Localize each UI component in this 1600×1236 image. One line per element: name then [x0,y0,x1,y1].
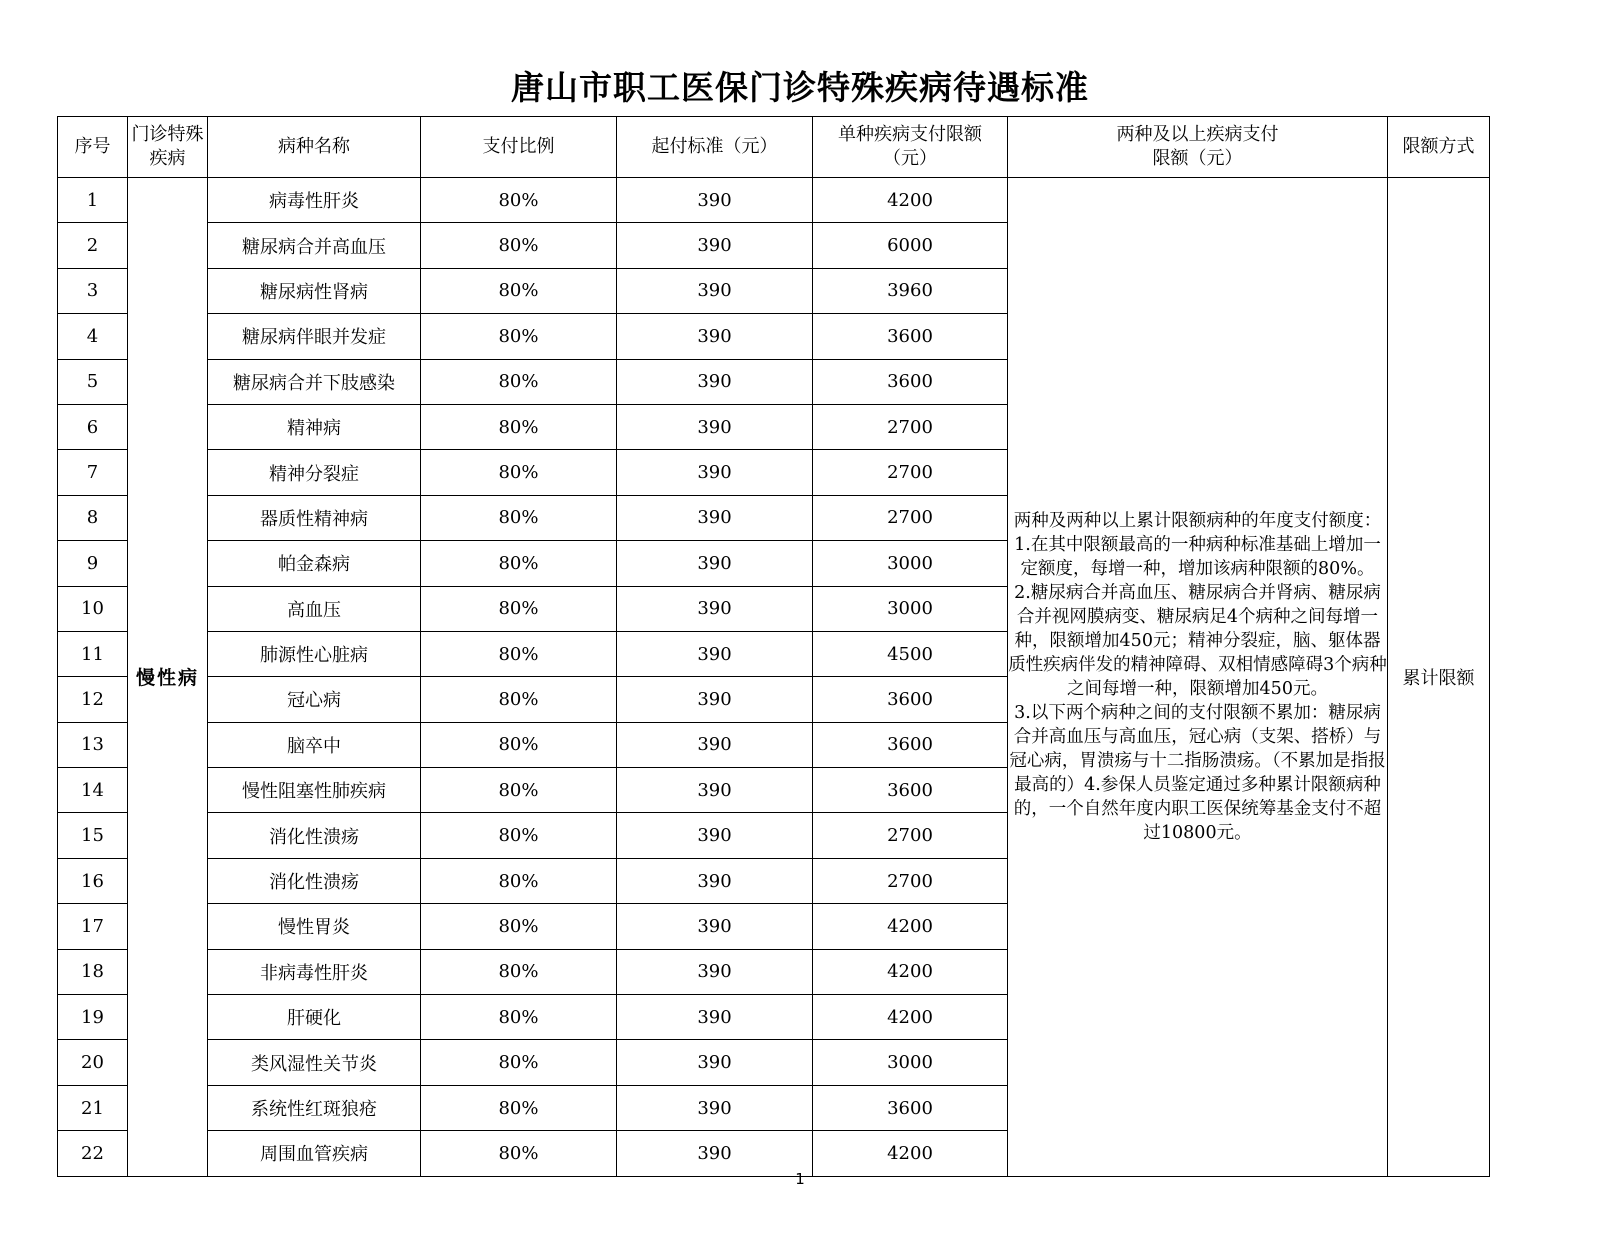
row-payment-ratio: 80% [421,178,617,223]
row-deductible: 390 [617,995,813,1040]
row-seq: 9 [58,541,128,586]
table-header-row [58,117,1490,178]
row-seq: 21 [58,1085,128,1130]
row-seq: 13 [58,722,128,767]
row-single-limit: 2700 [813,450,1008,495]
row-payment-ratio: 80% [421,495,617,540]
row-seq: 18 [58,949,128,994]
row-payment-ratio: 80% [421,586,617,631]
row-single-limit: 4200 [813,904,1008,949]
row-deductible: 390 [617,178,813,223]
row-disease-name: 非病毒性肝炎 [208,949,421,994]
row-payment-ratio: 80% [421,223,617,268]
row-single-limit: 3000 [813,586,1008,631]
row-single-limit: 3600 [813,677,1008,722]
row-disease-name: 周围血管疾病 [208,1131,421,1176]
row-single-limit: 3960 [813,268,1008,313]
row-payment-ratio: 80% [421,904,617,949]
row-single-limit: 3600 [813,1085,1008,1130]
row-deductible: 390 [617,677,813,722]
row-seq: 3 [58,268,128,313]
row-seq: 1 [58,178,128,223]
row-deductible: 390 [617,949,813,994]
row-deductible: 390 [617,1040,813,1085]
row-seq: 8 [58,495,128,540]
row-disease-name: 慢性胃炎 [208,904,421,949]
row-disease-name: 系统性红斑狼疮 [208,1085,421,1130]
row-disease-name: 病毒性肝炎 [208,178,421,223]
row-payment-ratio: 80% [421,677,617,722]
row-deductible: 390 [617,1131,813,1176]
row-single-limit: 4200 [813,949,1008,994]
row-payment-ratio: 80% [421,450,617,495]
row-single-limit: 4200 [813,995,1008,1040]
row-seq: 11 [58,631,128,676]
row-single-limit: 3000 [813,541,1008,586]
multi-limit-notes: 两种及两种以上累计限额病种的年度支付额度： 1.在其中限额最高的一种病种标准基础上增加一定额度，每增一种，增加该病种限额的80%。 2.糖尿病合并高血压、糖尿病合并肾病、糖尿病合并视网膜病变、糖尿病足4个病种之间每增一种，限额增加450元；精神分裂症，脑、躯体器质性疾病伴发的精神障碍、双相情感障碍3个病种之间每增一种，限额增加450元。 3.以下两个病种之间的支付限额不累加：糖尿病合并高血压与高血压，冠心病（支架、搭桥）与冠心病，胃溃疡与十二指肠溃疡。（不累加是指报最高的）4.参保人员鉴定通过多种累计限额病种的，一个自然年度内职工医保统筹基金支付不超过10800元。 [1008,510,1387,843]
row-disease-name: 器质性精神病 [208,495,421,540]
row-disease-name: 帕金森病 [208,541,421,586]
row-seq: 19 [58,995,128,1040]
row-payment-ratio: 80% [421,631,617,676]
header-deductible: 起付标准（元） [617,117,813,178]
row-seq: 15 [58,813,128,858]
row-payment-ratio: 80% [421,813,617,858]
row-disease-name: 类风湿性关节炎 [208,1040,421,1085]
row-payment-ratio: 80% [421,541,617,586]
row-disease-name: 糖尿病性肾病 [208,268,421,313]
row-payment-ratio: 80% [421,268,617,313]
header-disease-name: 病种名称 [208,117,421,178]
row-seq: 4 [58,314,128,359]
benefit-standard-table [57,116,1490,1177]
category-cell: 慢性病 [128,178,208,1177]
row-single-limit: 4200 [813,178,1008,223]
row-single-limit: 4500 [813,631,1008,676]
row-single-limit: 6000 [813,223,1008,268]
row-disease-name: 消化性溃疡 [208,813,421,858]
row-seq: 2 [58,223,128,268]
row-payment-ratio: 80% [421,314,617,359]
row-seq: 10 [58,586,128,631]
row-disease-name: 慢性阻塞性肺疾病 [208,768,421,813]
row-deductible: 390 [617,586,813,631]
row-deductible: 390 [617,813,813,858]
row-deductible: 390 [617,858,813,903]
row-seq: 12 [58,677,128,722]
header-payment-ratio: 支付比例 [421,117,617,178]
table-row [58,178,1490,223]
header-limit-mode: 限额方式 [1388,117,1490,178]
row-payment-ratio: 80% [421,949,617,994]
row-seq: 14 [58,768,128,813]
row-deductible: 390 [617,268,813,313]
row-single-limit: 2700 [813,813,1008,858]
row-disease-name: 糖尿病伴眼并发症 [208,314,421,359]
row-deductible: 390 [617,768,813,813]
row-disease-name: 精神病 [208,404,421,449]
row-disease-name: 糖尿病合并下肢感染 [208,359,421,404]
row-seq: 7 [58,450,128,495]
row-payment-ratio: 80% [421,404,617,449]
row-seq: 20 [58,1040,128,1085]
row-disease-name: 肺源性心脏病 [208,631,421,676]
table-body [58,178,1490,1177]
row-single-limit: 3600 [813,314,1008,359]
row-seq: 5 [58,359,128,404]
row-deductible: 390 [617,904,813,949]
row-disease-name: 脑卒中 [208,722,421,767]
row-deductible: 390 [617,404,813,449]
header-single-limit: 单种疾病支付限额（元） [813,117,1008,178]
row-seq: 17 [58,904,128,949]
row-disease-name: 糖尿病合并高血压 [208,223,421,268]
row-payment-ratio: 80% [421,768,617,813]
row-deductible: 390 [617,1085,813,1130]
row-single-limit: 3600 [813,768,1008,813]
row-deductible: 390 [617,223,813,268]
row-deductible: 390 [617,450,813,495]
row-single-limit: 2700 [813,495,1008,540]
row-seq: 6 [58,404,128,449]
row-single-limit: 4200 [813,1131,1008,1176]
row-disease-name: 冠心病 [208,677,421,722]
row-deductible: 390 [617,541,813,586]
row-single-limit: 3000 [813,1040,1008,1085]
row-single-limit: 3600 [813,722,1008,767]
row-payment-ratio: 80% [421,359,617,404]
limit-mode-cell: 累计限额 [1388,178,1490,1177]
row-single-limit: 2700 [813,858,1008,903]
row-single-limit: 3600 [813,359,1008,404]
header-category: 门诊特殊疾病 [128,117,208,178]
row-payment-ratio: 80% [421,1040,617,1085]
row-disease-name: 高血压 [208,586,421,631]
header-seq: 序号 [58,117,128,178]
row-payment-ratio: 80% [421,858,617,903]
row-payment-ratio: 80% [421,1131,617,1176]
header-multi-limit: 两种及以上疾病支付限额（元） [1008,117,1388,178]
row-seq: 22 [58,1131,128,1176]
row-deductible: 390 [617,722,813,767]
row-disease-name: 肝硬化 [208,995,421,1040]
row-deductible: 390 [617,631,813,676]
multi-limit-notes-cell [1008,178,1388,1177]
row-payment-ratio: 80% [421,1085,617,1130]
row-payment-ratio: 80% [421,995,617,1040]
row-deductible: 390 [617,314,813,359]
page-title: 唐山市职工医保门诊特殊疾病待遇标准 [511,68,1089,107]
row-single-limit: 2700 [813,404,1008,449]
page-number: 1 [795,1170,805,1188]
row-seq: 16 [58,858,128,903]
row-payment-ratio: 80% [421,722,617,767]
row-disease-name: 消化性溃疡 [208,858,421,903]
row-deductible: 390 [617,359,813,404]
row-deductible: 390 [617,495,813,540]
row-disease-name: 精神分裂症 [208,450,421,495]
